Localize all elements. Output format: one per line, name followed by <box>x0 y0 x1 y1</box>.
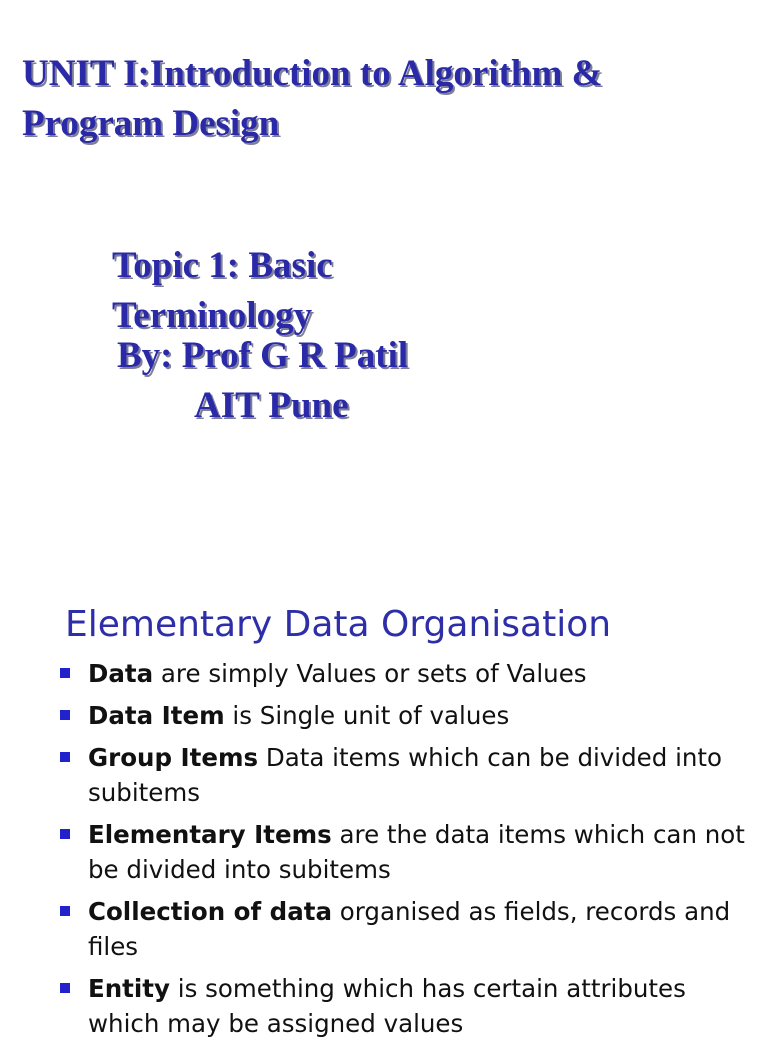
square-bullet-icon <box>60 983 70 993</box>
bullet-term: Collection of data <box>88 897 332 926</box>
topic-title-line-1: Topic 1: Basic <box>112 245 333 286</box>
bullet-item-elementary-items <box>58 817 748 887</box>
bullet-list <box>58 656 748 1048</box>
bullet-term: Group Items <box>88 743 259 772</box>
bullet-text: is Single unit of values <box>224 701 510 730</box>
bullet-item-data <box>58 656 748 691</box>
bullet-text: is something which has certain attributes which may be assigned values <box>88 974 686 1038</box>
bullet-item-data-item <box>58 698 748 733</box>
section-heading: Elementary Data Organisation <box>65 604 612 645</box>
bullet-term: Entity <box>88 974 170 1003</box>
bullet-text: organised as fields, records and files <box>88 897 731 961</box>
square-bullet-icon <box>60 710 70 720</box>
bullet-item-entity <box>58 971 748 1041</box>
bullet-term: Data Item <box>88 701 225 730</box>
bullet-term: Elementary Items <box>88 820 332 849</box>
square-bullet-icon <box>60 752 70 762</box>
bullet-text: are the data items which can not be divided into subitems <box>88 820 745 884</box>
institute-name: AIT Pune <box>194 385 349 426</box>
square-bullet-icon <box>60 906 70 916</box>
bullet-text: are simply Values or sets of Values <box>153 659 587 688</box>
author-name: By: Prof G R Patil <box>117 335 409 376</box>
bullet-item-group-items <box>58 740 748 810</box>
slide-title-line-2: Program Design <box>22 103 280 144</box>
slide-title-line-1: UNIT I:Introduction to Algorithm & <box>22 53 603 94</box>
square-bullet-icon <box>60 829 70 839</box>
bullet-term: Data <box>88 659 154 688</box>
square-bullet-icon <box>60 668 70 678</box>
bullet-text: Data items which can be divided into subitems <box>88 743 723 807</box>
topic-title-line-2: Terminology <box>112 295 313 336</box>
bullet-item-collection-of-data <box>58 894 748 964</box>
